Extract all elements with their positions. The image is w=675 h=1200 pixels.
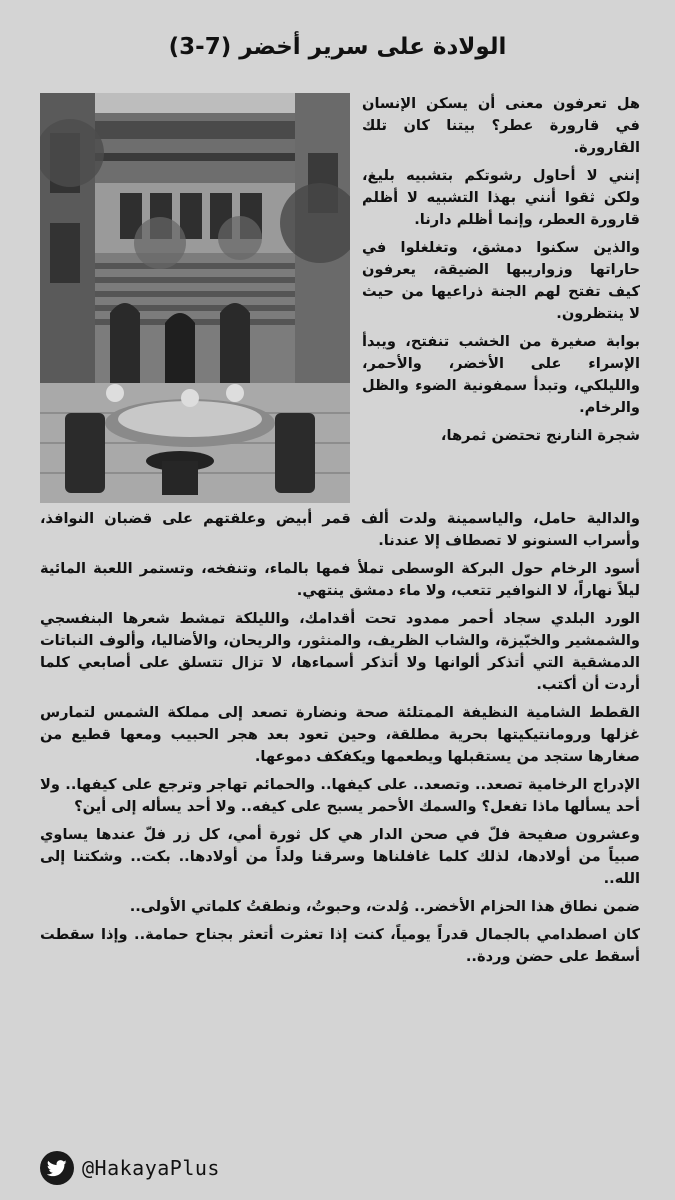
paragraph: كان اصطدامي بالجمال قدراً يومياً، كنت إذا تعثرت أتعثر بجناح حمامة.. وإذا سقطت أسقط على حضن وردة.. [40, 926, 640, 965]
paragraph: بوابة صغيرة من الخشب تنفتح، ويبدأ الإسراء على الأخضر، والأحمر، والليلكي، وتبدأ سمفونية الضوء والظل والرخام. [362, 333, 640, 416]
paragraph: القطط الشامية النظيفة الممتلئة صحة ونضارة تصعد إلى مملكة الشمس لتمارس غزلها ورومانتيكيتها بحرية مطلقة، وحين تعود بعد هجر الحبيب ومعها قطيع من صغارها ستجد من يستقبلها ويطعمها ويكفكف دموعها. [40, 704, 640, 765]
paragraph: ضمن نطاق هذا الحزام الأخضر.. وُلدت، وحبوتُ، ونطقتُ كلماتي الأولى.. [129, 898, 640, 915]
paragraph: والدالية حامل، والياسمينة ولدت ألف قمر أبيض وعلقتهم على قضبان النوافذ، وأسراب السنونو لا تصطاف إلا عندنا. [40, 510, 640, 549]
paragraph: شجرة النارنج تحتضن ثمرها، [440, 427, 640, 444]
paragraph: الورد البلدي سجاد أحمر ممدود تحت أقدامك، والليلكة تمشط شعرها البنفسجي والشمشير والخبّيزة، والشاب الظريف، والمنثور، والريحان، والأضاليا، وألوف النباتات الدمشقية التي أتذكر ألوانها ولا أتذكر أسماءها، لا تزال تتسلق على أصابعي كلما أردت أن أكتب. [40, 610, 640, 693]
twitter-attribution [40, 1151, 220, 1185]
paragraph: أسود الرخام حول البركة الوسطى تملأ فمها بالماء، وتنفخه، وتستمر اللعبة المائية ليلاً نهاراً، لا النوافير تتعب، ولا ماء دمشق ينتهي. [40, 560, 640, 599]
side-text-column [362, 93, 640, 453]
paragraph: الإدراج الرخامية تصعد.. وتصعد.. على كيفها.. والحمائم تهاجر وترجع على كيفها.. ولا أحد يسألها ماذا تفعل؟ والسمك الأحمر يسبح على كيفه.. ولا أحد يسأله إلى أين؟ [40, 776, 640, 815]
paragraph: إنني لا أحاول رشوتكم بتشبيه بليغ، ولكن ثقوا أنني بهذا التشبيه لا أظلم قارورة العطر، وإنما أظلم دارنا. [362, 167, 640, 228]
courtyard-photo [40, 93, 350, 503]
paragraph: وعشرون صفيحة فلّ في صحن الدار هي كل ثورة أمي، كل زر فلّ عندها يساوي صبياً من أولادها، لذلك كلما غافلناها وسرقنا ولداً من أولادها.. بكت.. وشكتنا إلى الله.. [40, 826, 640, 887]
page-title: الولادة على سرير أخضر (7-3) [168, 34, 507, 60]
paragraph: والذين سكنوا دمشق، وتغلغلوا في حاراتها وزواريبها الضيقة، يعرفون كيف تفتح لهم الجنة ذراعيها من حيث لا ينتظرون. [362, 239, 640, 322]
full-width-text [40, 508, 640, 974]
twitter-handle: @HakayaPlus [82, 1156, 220, 1180]
paragraph: هل تعرفون معنى أن يسكن الإنسان في قارورة عطر؟ بيتنا كان تلك القارورة. [362, 95, 640, 156]
twitter-bird-icon [40, 1151, 74, 1185]
